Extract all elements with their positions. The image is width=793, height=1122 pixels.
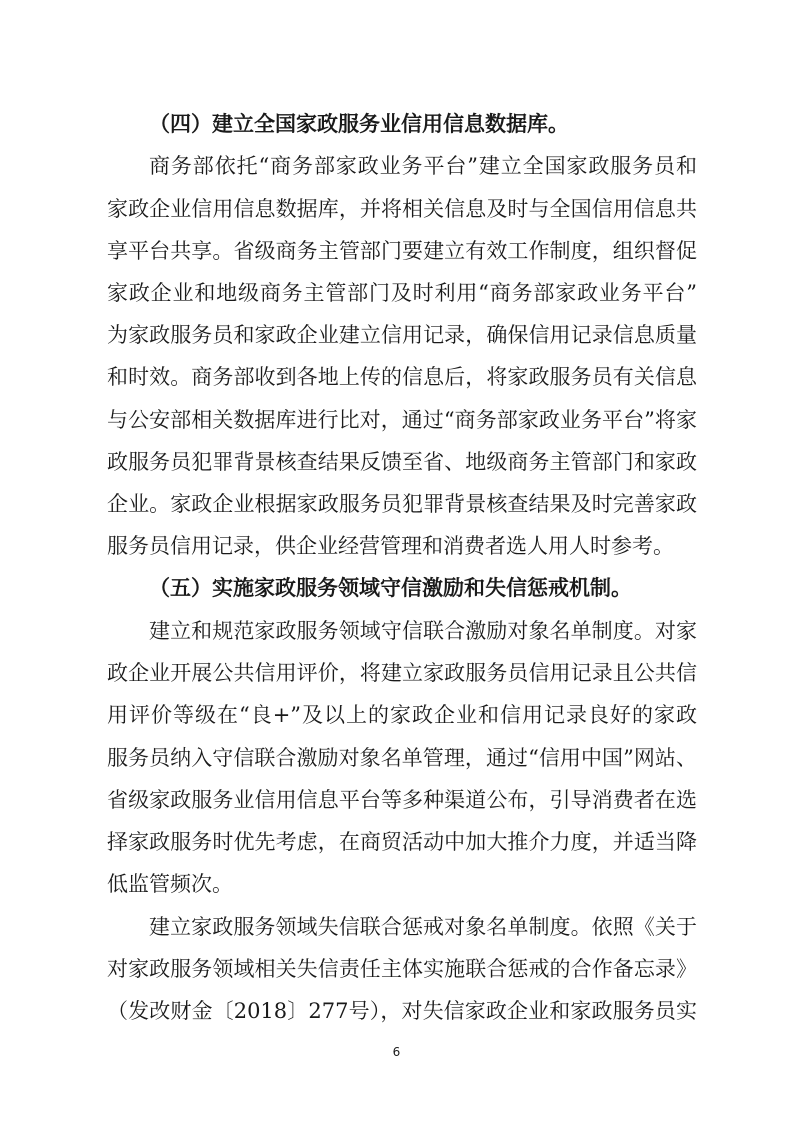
paragraph-line: （发改财金〔2018〕277号），对失信家政企业和家政服务员实 <box>107 999 697 1023</box>
paragraph-line: 家政企业信用信息数据库，并将相关信息及时与全国信用信息共 <box>107 197 697 221</box>
paragraph-line: 为家政服务员和家政企业建立信用记录，确保信用记录信息质量 <box>107 323 697 347</box>
paragraph-line: 对家政服务领域相关失信责任主体实施联合惩戒的合作备忘录》 <box>107 957 697 981</box>
paragraph-line: 企业。家政企业根据家政服务员犯罪背景核查结果及时完善家政 <box>107 492 697 516</box>
paragraph-line: 省级家政服务业信用信息平台等多种渠道公布，引导消费者在选 <box>107 788 697 812</box>
paragraph-line: 用评价等级在“良+”及以上的家政企业和信用记录良好的家政 <box>107 703 697 727</box>
paragraph-line: 建立家政服务领域失信联合惩戒对象名单制度。依照《关于 <box>149 915 697 939</box>
paragraph-line: 政企业开展公共信用评价，将建立家政服务员信用记录且公共信 <box>107 661 697 685</box>
paragraph-line: 服务员信用记录，供企业经营管理和消费者选人用人时参考。 <box>107 534 674 558</box>
paragraph-line: 商务部依托“商务部家政业务平台”建立全国家政服务员和 <box>149 154 697 178</box>
paragraph-line: 建立和规范家政服务领域守信联合激励对象名单制度。对家 <box>149 619 697 643</box>
paragraph-line: 和时效。商务部收到各地上传的信息后，将家政服务员有关信息 <box>107 365 697 389</box>
paragraph-line: 服务员纳入守信联合激励对象名单管理，通过“信用中国”网站、 <box>107 746 697 770</box>
section-five-heading: （五）实施家政服务领域守信激励和失信惩戒机制。 <box>149 575 632 600</box>
page-number: 6 <box>392 1045 401 1059</box>
paragraph-line: 择家政服务时优先考虑，在商贸活动中加大推介力度，并适当降 <box>107 830 697 854</box>
paragraph-line: 享平台共享。省级商务主管部门要建立有效工作制度，组织督促 <box>107 239 697 263</box>
section-four-heading: （四）建立全国家政服务业信用信息数据库。 <box>149 111 569 136</box>
paragraph-line: 政服务员犯罪背景核查结果反馈至省、地级商务主管部门和家政 <box>107 450 697 474</box>
paragraph-line: 与公安部相关数据库进行比对，通过“商务部家政业务平台”将家 <box>107 408 697 432</box>
paragraph-line: 低监管频次。 <box>107 872 233 896</box>
paragraph-line: 家政企业和地级商务主管部门及时利用“商务部家政业务平台” <box>107 281 697 305</box>
